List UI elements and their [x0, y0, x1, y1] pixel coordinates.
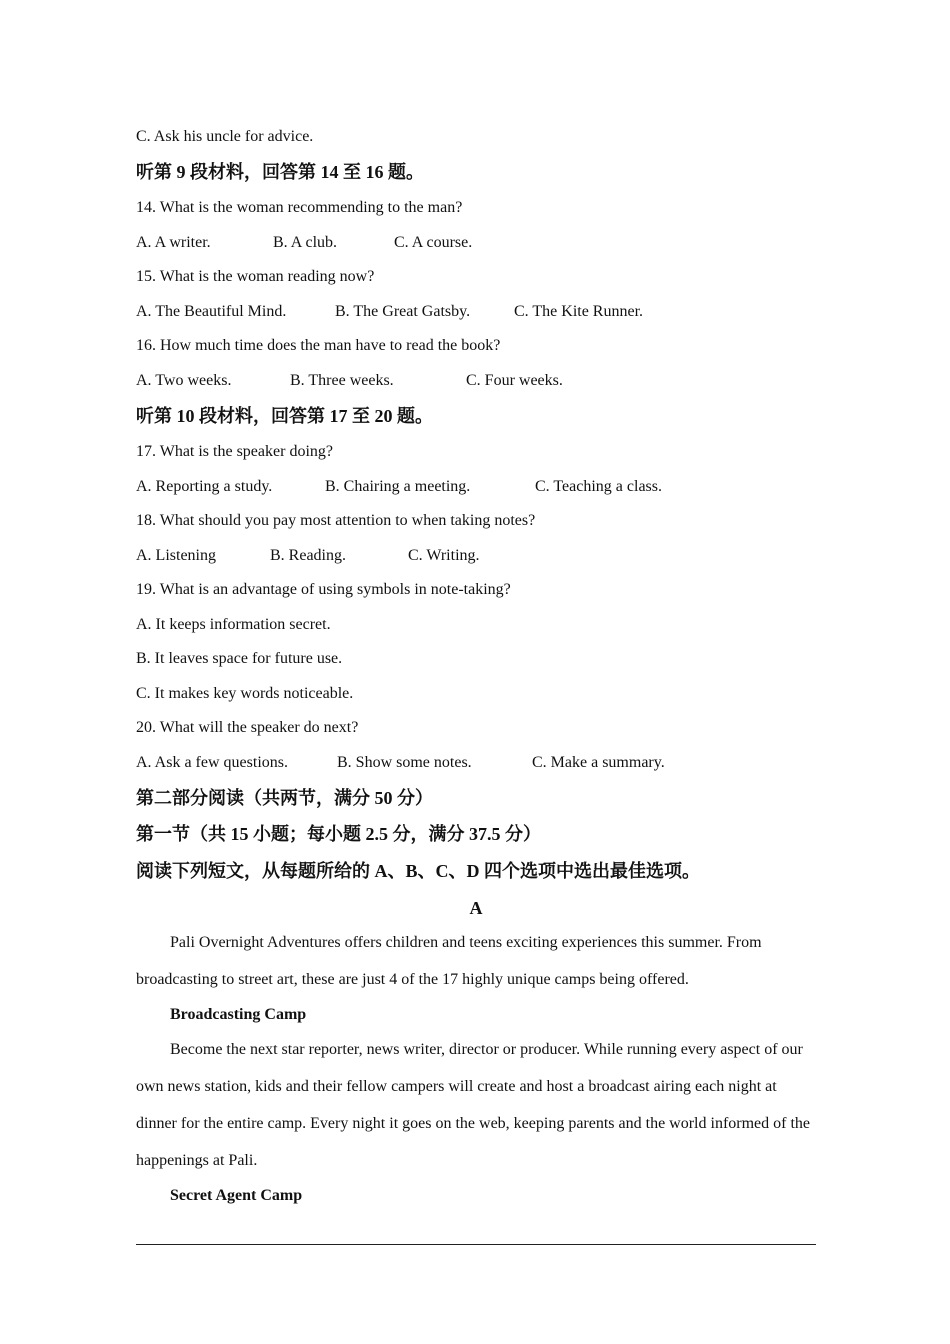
option-16b: B. Three weeks. [290, 372, 394, 389]
option-line: C. Ask his uncle for advice. [136, 128, 314, 145]
option-17c: C. Teaching a class. [535, 478, 662, 495]
camp-heading-secret-agent: Secret Agent Camp [170, 1187, 303, 1204]
question-19: 19. What is an advantage of using symbols in note-taking? [136, 581, 511, 598]
option-20b: B. Show some notes. [337, 754, 472, 771]
option-15b: B. The Great Gatsby. [335, 303, 471, 320]
option-17b: B. Chairing a meeting. [325, 478, 471, 495]
question-15: 15. What is the woman reading now? [136, 268, 375, 285]
passage-paragraph: Become the next star reporter, news writer, director or producer. While running every aspect of our own news station, kids and their fellow campers will create and host a broadcast airing each night at dinner for the entire camp. Every night it goes on the web, keeping parents and the world informed of the happenings at Pali. [136, 1041, 811, 1169]
part-two-heading: 第二部分阅读（共两节，满分 50 分） [136, 788, 433, 808]
option-17a: A. Reporting a study. [136, 478, 273, 495]
option-14a: A. A writer. [136, 234, 211, 251]
footer-divider [136, 1244, 816, 1245]
document-page [136, 0, 816, 1344]
question-17: 17. What is the speaker doing? [136, 443, 333, 460]
option-18a: A. Listening [136, 547, 216, 564]
section-heading-10: 听第 10 段材料，回答第 17 至 20 题。 [136, 406, 433, 426]
option-20a: A. Ask a few questions. [136, 754, 288, 771]
passage-paragraph: Pali Overnight Adventures offers children and teens exciting experiences this summer. From broadcasting to street art, these are just 4 of the 17 highly unique camps being offered. [136, 934, 762, 988]
option-16c: C. Four weeks. [466, 372, 563, 389]
section-one-heading: 第一节（共 15 小题；每小题 2.5 分，满分 37.5 分） [136, 824, 541, 844]
option-19b: B. It leaves space for future use. [136, 650, 343, 667]
option-19c: C. It makes key words noticeable. [136, 685, 354, 702]
passage-title: A [469, 898, 483, 918]
question-16: 16. How much time does the man have to read the book? [136, 337, 501, 354]
option-14b: B. A club. [273, 234, 338, 251]
question-18: 18. What should you pay most attention to when taking notes? [136, 512, 536, 529]
option-18b: B. Reading. [270, 547, 346, 564]
question-14: 14. What is the woman recommending to the man? [136, 199, 463, 216]
reading-instructions: 阅读下列短文，从每题所给的 A、B、C、D 四个选项中选出最佳选项。 [136, 861, 700, 881]
option-18c: C. Writing. [408, 547, 480, 564]
option-16a: A. Two weeks. [136, 372, 232, 389]
option-15a: A. The Beautiful Mind. [136, 303, 287, 320]
camp-heading-broadcasting: Broadcasting Camp [170, 1006, 307, 1023]
option-14c: C. A course. [394, 234, 473, 251]
option-20c: C. Make a summary. [532, 754, 665, 771]
question-20: 20. What will the speaker do next? [136, 719, 359, 736]
option-15c: C. The Kite Runner. [514, 303, 644, 320]
section-heading-9: 听第 9 段材料，回答第 14 至 16 题。 [136, 162, 424, 182]
option-19a: A. It keeps information secret. [136, 616, 331, 633]
